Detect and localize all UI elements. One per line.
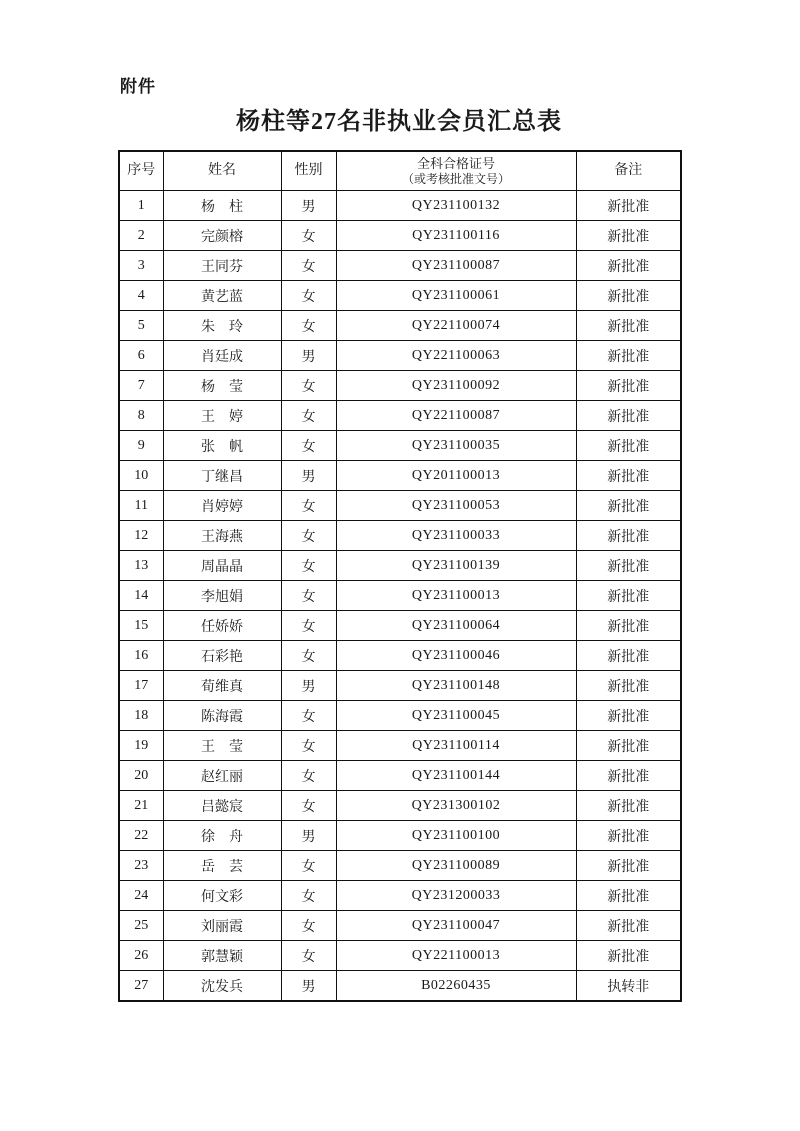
cell-cert: QY231100047 [336,911,576,941]
cell-gender: 女 [281,371,336,401]
cell-gender: 女 [281,401,336,431]
header-name: 姓名 [163,151,281,191]
cell-name: 杨 莹 [163,371,281,401]
cell-cert: QY231100013 [336,581,576,611]
table-row [119,191,681,221]
cell-cert: QY221100087 [336,401,576,431]
table-row [119,971,681,1002]
cell-remark: 新批准 [576,401,681,431]
cell-remark: 新批准 [576,941,681,971]
cell-name: 肖婷婷 [163,491,281,521]
table-row [119,551,681,581]
cell-gender: 男 [281,671,336,701]
cell-index: 3 [119,251,163,281]
cell-name: 郭慧颖 [163,941,281,971]
cell-name: 李旭娟 [163,581,281,611]
cell-name: 王 莹 [163,731,281,761]
cell-name: 丁继昌 [163,461,281,491]
cell-index: 5 [119,311,163,341]
cell-index: 4 [119,281,163,311]
table-row [119,311,681,341]
cell-remark: 新批准 [576,191,681,221]
cell-remark: 新批准 [576,371,681,401]
cell-name: 黄艺蓝 [163,281,281,311]
table-row [119,431,681,461]
cell-index: 17 [119,671,163,701]
cell-index: 2 [119,221,163,251]
cell-index: 16 [119,641,163,671]
cell-gender: 女 [281,311,336,341]
header-cert-line2: （或考核批准文号） [401,171,510,186]
cell-cert: QY231100035 [336,431,576,461]
cell-cert: QY231100046 [336,641,576,671]
table-row [119,641,681,671]
cell-name: 杨 柱 [163,191,281,221]
table-row [119,731,681,761]
cell-index: 21 [119,791,163,821]
cell-index: 14 [119,581,163,611]
cell-name: 何文彩 [163,881,281,911]
table-row [119,881,681,911]
cell-gender: 女 [281,851,336,881]
cell-remark: 新批准 [576,491,681,521]
header-remark: 备注 [576,151,681,191]
cell-index: 13 [119,551,163,581]
cell-gender: 女 [281,251,336,281]
cell-gender: 女 [281,551,336,581]
cell-remark: 新批准 [576,341,681,371]
cell-gender: 男 [281,821,336,851]
table-row [119,221,681,251]
cell-remark: 新批准 [576,611,681,641]
table-row [119,521,681,551]
cell-remark: 新批准 [576,581,681,611]
cell-cert: QY231300102 [336,791,576,821]
table-row [119,371,681,401]
cell-name: 任娇娇 [163,611,281,641]
cell-cert: QY231100144 [336,761,576,791]
cell-remark: 新批准 [576,221,681,251]
cell-remark: 新批准 [576,671,681,701]
cell-remark: 新批准 [576,641,681,671]
cell-cert: QY231100061 [336,281,576,311]
table-row [119,251,681,281]
table-row [119,851,681,881]
cell-index: 11 [119,491,163,521]
cell-name: 徐 舟 [163,821,281,851]
cell-cert: QY231100116 [336,221,576,251]
cell-index: 15 [119,611,163,641]
cell-remark: 新批准 [576,881,681,911]
cell-name: 王同芬 [163,251,281,281]
table-row [119,341,681,371]
header-cert-line1: 全科合格证号 [416,156,495,171]
cell-gender: 女 [281,761,336,791]
cell-cert: QY231100114 [336,731,576,761]
table-row [119,581,681,611]
cell-name: 沈发兵 [163,971,281,1002]
cell-gender: 女 [281,941,336,971]
cell-name: 王 婷 [163,401,281,431]
cell-name: 肖廷成 [163,341,281,371]
members-summary-table [118,150,682,1002]
cell-gender: 男 [281,191,336,221]
cell-index: 1 [119,191,163,221]
cell-name: 石彩艳 [163,641,281,671]
cell-gender: 女 [281,791,336,821]
cell-index: 18 [119,701,163,731]
cell-remark: 新批准 [576,521,681,551]
cell-cert: QY231100033 [336,521,576,551]
cell-remark: 新批准 [576,551,681,581]
table-row [119,461,681,491]
cell-gender: 女 [281,491,336,521]
cell-name: 张 帆 [163,431,281,461]
table-row [119,911,681,941]
cell-cert: QY231100089 [336,851,576,881]
cell-cert: QY221100074 [336,311,576,341]
cell-gender: 男 [281,341,336,371]
cell-index: 10 [119,461,163,491]
cell-gender: 女 [281,431,336,461]
cell-cert: QY201100013 [336,461,576,491]
cell-cert: QY231100092 [336,371,576,401]
cell-gender: 女 [281,731,336,761]
cell-index: 23 [119,851,163,881]
cell-cert: QY231200033 [336,881,576,911]
cell-name: 朱 玲 [163,311,281,341]
cell-index: 24 [119,881,163,911]
table-row [119,611,681,641]
cell-remark: 新批准 [576,851,681,881]
cell-cert: QY231100045 [336,701,576,731]
cell-remark: 新批准 [576,821,681,851]
header-index: 序号 [119,151,163,191]
cell-index: 22 [119,821,163,851]
cell-cert: QY231100139 [336,551,576,581]
header-gender: 性别 [281,151,336,191]
cell-gender: 女 [281,641,336,671]
table-row [119,941,681,971]
cell-remark: 新批准 [576,911,681,941]
cell-gender: 女 [281,581,336,611]
cell-cert: B02260435 [336,971,576,1002]
cell-index: 27 [119,971,163,1002]
cell-gender: 女 [281,221,336,251]
table-row [119,761,681,791]
cell-cert: QY231100087 [336,251,576,281]
cell-cert: QY221100063 [336,341,576,371]
cell-gender: 男 [281,461,336,491]
table-row [119,281,681,311]
table-row [119,401,681,431]
cell-index: 12 [119,521,163,551]
table-row [119,791,681,821]
table-row [119,701,681,731]
cell-name: 赵红丽 [163,761,281,791]
cell-remark: 新批准 [576,701,681,731]
cell-remark: 新批准 [576,731,681,761]
cell-index: 25 [119,911,163,941]
cell-name: 王海燕 [163,521,281,551]
cell-index: 19 [119,731,163,761]
cell-remark: 新批准 [576,251,681,281]
cell-name: 吕懿宸 [163,791,281,821]
attachment-label: 附件 [120,77,156,96]
table-body [119,191,681,1002]
cell-index: 8 [119,401,163,431]
cell-gender: 男 [281,971,336,1002]
cell-gender: 女 [281,701,336,731]
page-title: 杨柱等27名非执业会员汇总表 [236,109,562,135]
cell-gender: 女 [281,611,336,641]
cell-cert: QY231100064 [336,611,576,641]
cell-remark: 新批准 [576,791,681,821]
table-row [119,491,681,521]
cell-remark: 新批准 [576,281,681,311]
cell-index: 20 [119,761,163,791]
cell-gender: 女 [281,881,336,911]
cell-name: 岳 芸 [163,851,281,881]
cell-index: 6 [119,341,163,371]
table-row [119,671,681,701]
cell-name: 荀维真 [163,671,281,701]
cell-name: 刘丽霞 [163,911,281,941]
cell-cert: QY231100132 [336,191,576,221]
cell-index: 7 [119,371,163,401]
cell-index: 9 [119,431,163,461]
cell-name: 陈海霞 [163,701,281,731]
cell-name: 完颜榕 [163,221,281,251]
cell-cert: QY231100100 [336,821,576,851]
table-header-row [119,151,681,191]
cell-remark: 新批准 [576,461,681,491]
cell-cert: QY231100148 [336,671,576,701]
header-cert [336,151,576,191]
table-row [119,821,681,851]
cell-remark: 新批准 [576,311,681,341]
cell-name: 周晶晶 [163,551,281,581]
cell-gender: 女 [281,281,336,311]
cell-remark: 新批准 [576,431,681,461]
cell-gender: 女 [281,911,336,941]
cell-cert: QY221100013 [336,941,576,971]
cell-remark: 执转非 [576,971,681,1002]
cell-cert: QY231100053 [336,491,576,521]
cell-remark: 新批准 [576,761,681,791]
cell-index: 26 [119,941,163,971]
cell-gender: 女 [281,521,336,551]
